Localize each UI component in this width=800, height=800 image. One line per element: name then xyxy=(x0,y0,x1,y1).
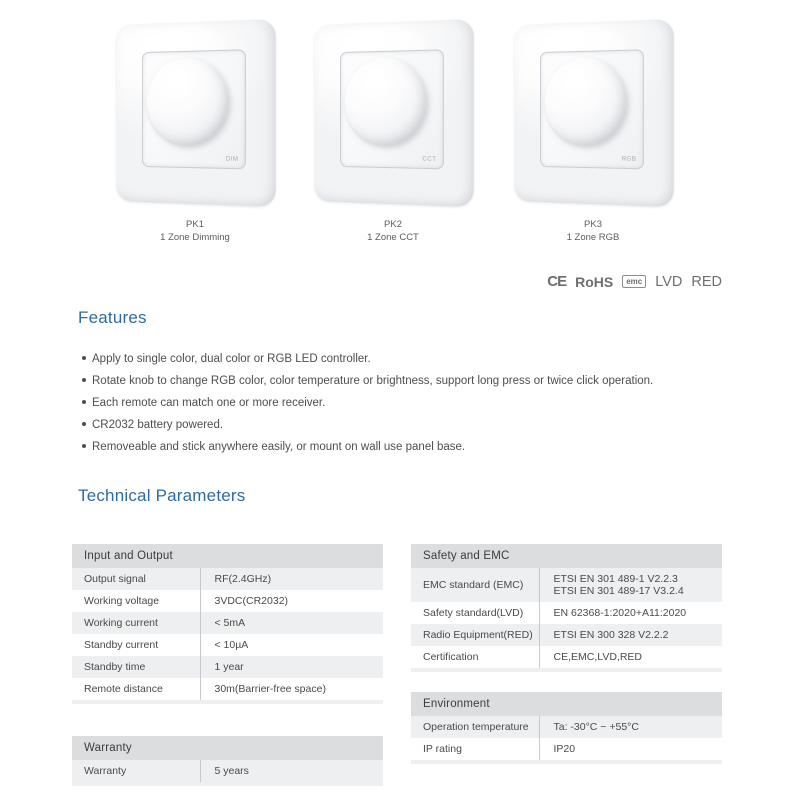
table-footer-strip xyxy=(411,668,722,672)
table-header-label: Environment xyxy=(411,692,722,716)
feature-text: Apply to single color, dual color or RGB LED controller. xyxy=(92,353,371,365)
bullet-icon xyxy=(82,422,86,426)
row-value: 1 year xyxy=(200,656,383,678)
product-caption-pk3 xyxy=(503,218,683,244)
row-key: IP rating xyxy=(411,738,539,760)
table-header-label: Warranty xyxy=(72,736,383,760)
row-value: 5 years xyxy=(200,760,383,782)
product-image-pk3 xyxy=(513,24,671,202)
row-key: Output signal xyxy=(72,568,200,590)
product-caption-pk2 xyxy=(303,218,483,244)
row-value: 30m(Barrier-free space) xyxy=(200,678,383,700)
table-row xyxy=(72,568,383,590)
technical-parameters-heading: Technical Parameters xyxy=(78,486,246,505)
table-row xyxy=(72,760,383,782)
table-header-row xyxy=(72,544,383,568)
table-header-row xyxy=(72,736,383,760)
bullet-icon xyxy=(82,400,86,404)
row-key: Warranty xyxy=(72,760,200,782)
row-value: RF(2.4GHz) xyxy=(200,568,383,590)
wall-plate xyxy=(314,19,473,207)
product-name: PK3 xyxy=(584,219,602,230)
product-caption-pk1 xyxy=(105,218,285,244)
table-row xyxy=(411,568,722,602)
lvd-mark-icon: LVD xyxy=(655,273,683,290)
table-footer-strip xyxy=(72,782,383,786)
row-value: Ta: -30°C ~ +55°C xyxy=(539,716,722,738)
row-value: CE,EMC,LVD,RED xyxy=(539,646,722,668)
mode-label: CCT xyxy=(422,156,437,164)
product-card-pk3 xyxy=(503,18,683,243)
row-value: < 5mA xyxy=(200,612,383,634)
knob-highlight xyxy=(362,67,389,112)
product-gallery xyxy=(0,18,800,243)
row-value: EN 62368-1:2020+A11:2020 xyxy=(539,602,722,624)
table-row xyxy=(72,656,383,678)
mode-label: DIM xyxy=(225,156,239,164)
product-name: PK2 xyxy=(384,219,402,230)
row-value-line-1: ETSI EN 301 489-1 V2.2.3 xyxy=(553,573,678,585)
product-desc: 1 Zone Dimming xyxy=(160,232,230,243)
table-input-and-output xyxy=(72,544,383,704)
row-key: Operation temperature xyxy=(411,716,539,738)
table-row xyxy=(411,738,722,760)
table-safety-and-emc xyxy=(411,544,722,672)
row-key: Certification xyxy=(411,646,539,668)
row-value: 3VDC(CR2032) xyxy=(200,590,383,612)
row-value: IP20 xyxy=(539,738,722,760)
feature-text: CR2032 battery powered. xyxy=(92,419,224,431)
row-key: Standby current xyxy=(72,634,200,656)
product-image-pk2 xyxy=(313,24,471,202)
row-key: Radio Equipment(RED) xyxy=(411,624,539,646)
table-row xyxy=(72,590,383,612)
table-header-row xyxy=(411,544,722,568)
bullet-icon xyxy=(82,444,86,448)
product-card-pk2 xyxy=(303,18,483,243)
feature-item xyxy=(82,414,732,436)
knob-highlight xyxy=(562,67,589,112)
inner-frame xyxy=(142,50,246,169)
row-key: Standby time xyxy=(72,656,200,678)
table-warranty xyxy=(72,736,383,786)
rohs-mark-icon: RoHS xyxy=(575,273,614,290)
rotary-knob xyxy=(545,57,626,145)
feature-text: Each remote can match one or more receiver. xyxy=(92,397,326,409)
table-header-label: Input and Output xyxy=(72,544,383,568)
row-value: < 10µA xyxy=(200,634,383,656)
product-name: PK1 xyxy=(186,219,204,230)
table-footer-strip xyxy=(72,700,383,704)
feature-text: Rotate knob to change RGB color, color temperature or brightness, support long press or twice click operation. xyxy=(92,375,654,387)
table-header-label: Safety and EMC xyxy=(411,544,722,568)
inner-frame xyxy=(540,50,644,169)
ce-mark-icon: CE xyxy=(547,273,567,290)
bullet-icon xyxy=(82,378,86,382)
row-value xyxy=(539,568,722,602)
product-image-pk1 xyxy=(115,24,273,202)
bullet-icon xyxy=(82,356,86,360)
certification-row xyxy=(547,273,722,290)
product-desc: 1 Zone RGB xyxy=(566,232,620,243)
features-heading: Features xyxy=(78,308,147,327)
mode-label: RGB xyxy=(621,156,637,164)
table-row xyxy=(411,716,722,738)
table-row xyxy=(411,624,722,646)
table-row xyxy=(411,646,722,668)
row-key: Working current xyxy=(72,612,200,634)
row-value: ETSI EN 300 328 V2.2.2 xyxy=(539,624,722,646)
feature-item xyxy=(82,348,732,370)
red-mark-icon: RED xyxy=(691,273,722,290)
product-card-pk1 xyxy=(105,18,285,243)
wall-plate xyxy=(514,19,673,207)
row-key: Remote distance xyxy=(72,678,200,700)
wall-plate xyxy=(116,19,275,207)
row-key: Safety standard(LVD) xyxy=(411,602,539,624)
row-key: EMC standard (EMC) xyxy=(411,568,539,602)
rotary-knob xyxy=(147,57,228,145)
rotary-knob xyxy=(345,57,426,145)
table-row xyxy=(411,602,722,624)
table-row xyxy=(72,612,383,634)
feature-item xyxy=(82,392,732,414)
knob-highlight xyxy=(164,67,191,112)
table-row xyxy=(72,634,383,656)
emc-mark-icon: emc xyxy=(622,275,646,288)
table-header-row xyxy=(411,692,722,716)
product-desc: 1 Zone CCT xyxy=(367,232,419,243)
table-footer-strip xyxy=(411,760,722,764)
row-value-line-2: ETSI EN 301 489-17 V3.2.4 xyxy=(553,585,684,597)
feature-item xyxy=(82,370,732,392)
table-environment xyxy=(411,692,722,764)
feature-item xyxy=(82,436,732,458)
feature-text: Removeable and stick anywhere easily, or mount on wall use panel base. xyxy=(92,441,466,453)
features-list xyxy=(82,348,732,458)
table-row xyxy=(72,678,383,700)
inner-frame xyxy=(340,50,444,169)
row-key: Working voltage xyxy=(72,590,200,612)
